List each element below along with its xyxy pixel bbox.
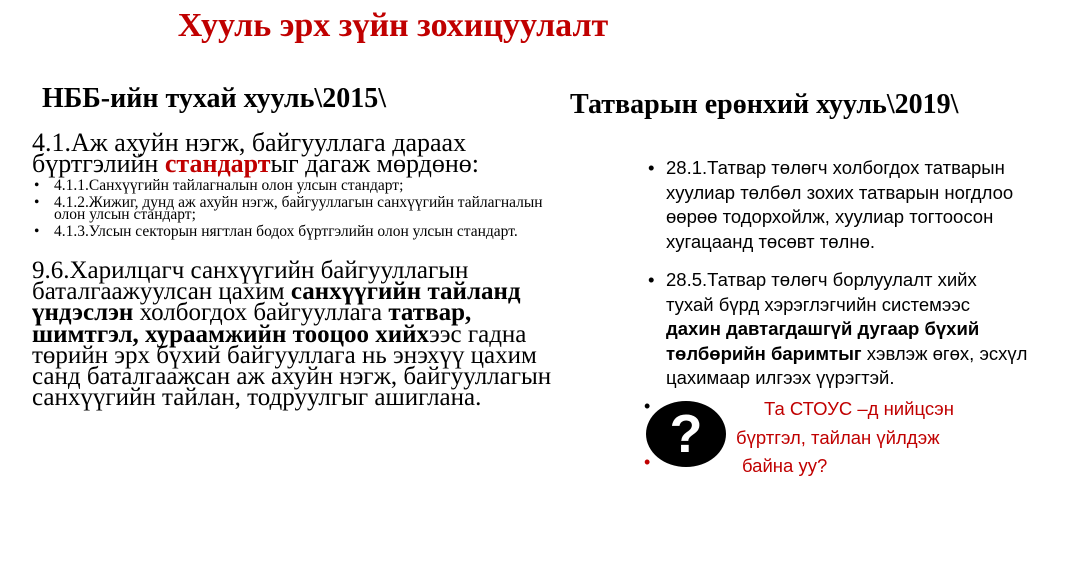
- article-9-6-bold1: санхүүгийн тайланд үндэслэн: [32, 278, 521, 327]
- article-4-1: [32, 128, 562, 178]
- standards-list: [32, 177, 562, 240]
- question-block: [644, 392, 1004, 482]
- list-item: • 4.1.1.Санхүүгийн тайлагналын олон улсын стандарт;: [32, 180, 562, 192]
- list-item: • 4.1.3.Улсын секторын нягтлан бодох бүртгэлийн олон улсын стандарт.: [32, 226, 562, 238]
- list-item: • 4.1.2.Жижиг, дунд аж ахуйн нэгж, байгууллагын санхүүгийн тайлагналын олон улсын стандарт;: [32, 197, 562, 221]
- slide-title: Хууль эрх зүйн зохицуулалт: [177, 7, 609, 44]
- article-9-6: [32, 257, 562, 412]
- question-icon: ?: [646, 401, 726, 467]
- question-line-3: байна уу?: [742, 455, 828, 476]
- article-9-6-bold2: татвар, шимтгэл, хураамжийн тооцоо хийх: [32, 299, 472, 348]
- tax-law-heading: Татварын ерөнхий хууль\2019\: [570, 89, 959, 120]
- article-9-6-part2: холбогдох байгууллага: [133, 299, 389, 327]
- tax-articles-list: [648, 156, 1028, 405]
- article-9-6-part3: ээс гадна төрийн эрх бүхий байгууллага нь энэхүү цахим санд баталгаажсан аж ахуйн нэгж, байгууллагын санхүүгийн тайлан, тодруулгыг ашиглана.: [32, 320, 552, 412]
- right-column: [570, 88, 1070, 122]
- article-28-5-bold: дахин давтагдашгүй дугаар бүхий төлбөрийн баримтыг: [666, 318, 980, 364]
- article-28-5: [648, 268, 1028, 391]
- bullet: •: [644, 396, 651, 416]
- article-28-5-part1: 28.5.Татвар төлөгч борлуулалт хийх тухай бүрд хэрэглэгчийн системээс: [666, 269, 977, 315]
- article-4-1-text: 4.1.Аж ахуйн нэгж, байгууллага дараах бүртгэлийн: [32, 128, 467, 178]
- article-4-1-text-end: ыг дагаж мөрдөнө:: [270, 149, 480, 178]
- accounting-law-heading: НББ-ийн тухай хууль\2015\: [42, 83, 386, 114]
- question-line-2: бүртгэл, тайлан үйлдэж: [736, 427, 940, 448]
- article-28-5-part2: хэвлэж өгөх, эсхүл цахимаар илгээх үүрэгтэй.: [666, 342, 1028, 388]
- bullet: •: [644, 452, 651, 472]
- article-28-1: • 28.1.Татвар төлөгч холбогдох татварын хуулиар төлбөл зохих татварын ногдлоо өөрөө тодорхойлж, хуулиар тогтоосон хугацаанд төсөвт төлнө.: [648, 156, 1028, 254]
- article-9-6-part1: 9.6.Харилцагч санхүүгийн байгууллагын баталгаажуулсан цахим: [32, 257, 469, 306]
- standard-highlight: стандарт: [164, 149, 271, 178]
- left-column: [32, 82, 562, 412]
- question-line-1: Та СТОУС –д нийцсэн: [764, 398, 954, 419]
